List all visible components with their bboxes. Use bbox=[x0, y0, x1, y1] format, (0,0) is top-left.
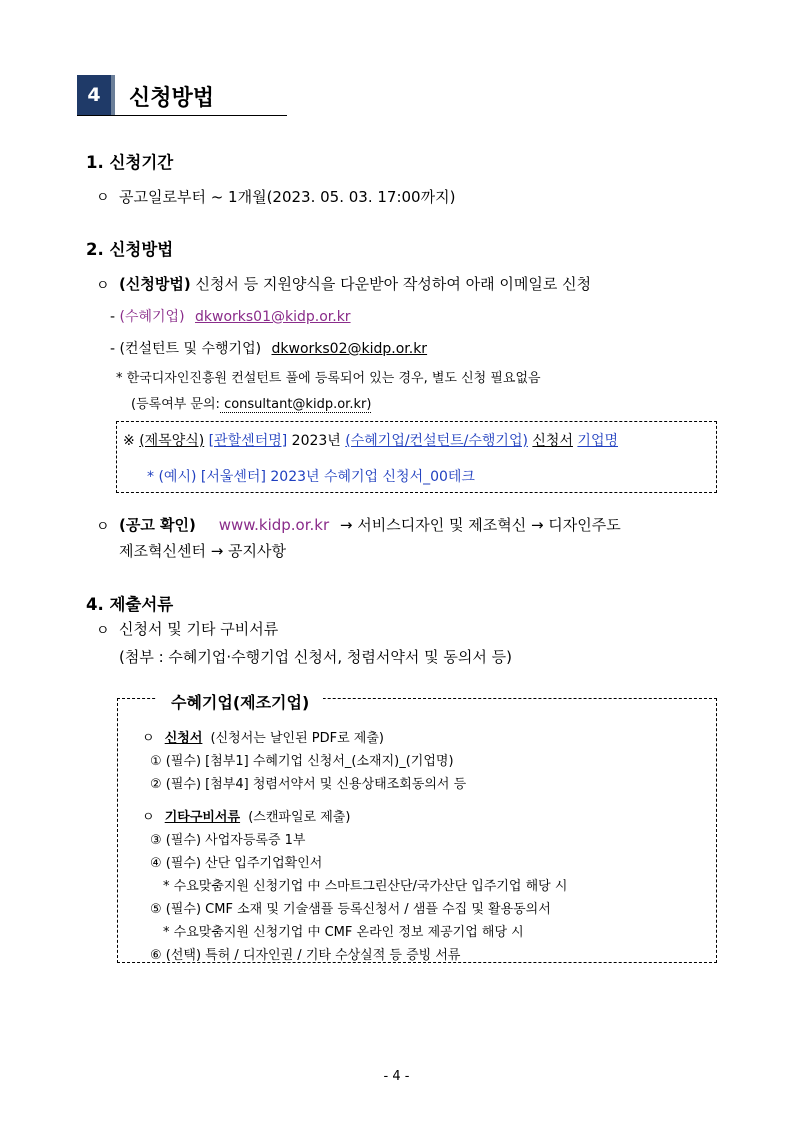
example-label: (예시) bbox=[158, 469, 197, 485]
section-heading bbox=[77, 75, 287, 116]
title-example-line bbox=[147, 466, 475, 486]
consultant-pool-note: * 한국디자인진흥원 컨설턴트 풀에 등록되어 있는 경우, 별도 신청 필요없음 bbox=[116, 371, 541, 386]
example-center: [서울센터] bbox=[200, 469, 266, 485]
registration-inquiry-note bbox=[131, 393, 371, 412]
document-item: ① (필수) [첨부1] 수혜기업 신청서_(소재지)_(기업명) bbox=[150, 754, 454, 769]
section-title: 신청방법 bbox=[129, 86, 215, 111]
title-format-line bbox=[123, 430, 618, 450]
section-number-badge: 4 bbox=[77, 75, 115, 115]
notice-path-cont: 제조혁신센터 → 공지사항 bbox=[119, 542, 287, 560]
other-documents-title: 기타구비서류 bbox=[164, 810, 241, 825]
submission-line: 신청서 및 기타 구비서류 bbox=[119, 620, 279, 638]
document-item: ③ (필수) 사업자등록증 1부 bbox=[150, 833, 306, 848]
consultant-email-link[interactable]: dkworks02@kidp.or.kr bbox=[271, 341, 428, 357]
method-line bbox=[119, 273, 591, 294]
documents-box-title: 수혜기업(제조기업) bbox=[157, 690, 323, 713]
other-documents-note: (스캔파일로 제출) bbox=[248, 810, 351, 825]
inquiry-email[interactable]: consultant@kidp.or.kr) bbox=[219, 397, 372, 412]
application-form-note: (신청서는 날인된 PDF로 제출) bbox=[210, 731, 384, 746]
group-other-documents bbox=[142, 806, 350, 825]
method-text: 신청서 등 지원양식을 다운받아 작성하여 아래 이메일로 신청 bbox=[195, 275, 592, 293]
heading-application-period: 1. 신청기간 bbox=[86, 153, 174, 172]
method-label: (신청방법) bbox=[119, 275, 191, 293]
period-text: 공고일로부터 ~ 1개월(2023. 05. 03. 17:00까지) bbox=[119, 188, 456, 206]
dash-prefix: - bbox=[110, 309, 116, 325]
title-format-company: 기업명 bbox=[577, 433, 618, 449]
title-format-year: 2023년 bbox=[291, 433, 341, 449]
beneficiary-email-link[interactable]: dkworks01@kidp.or.kr bbox=[195, 309, 351, 325]
example-star: * bbox=[147, 469, 154, 485]
inquiry-prefix: (등록여부 문의: bbox=[131, 397, 220, 412]
title-format-doc: 신청서 bbox=[532, 433, 573, 449]
document-note: * 수요맞춤지원 신청기업 中 CMF 온라인 정보 제공기업 해당 시 bbox=[163, 925, 524, 940]
document-note: * 수요맞춤지원 신청기업 中 스마트그린산단/국가산단 입주기업 해당 시 bbox=[163, 879, 568, 894]
bullet-icon: ㅇ bbox=[96, 190, 110, 206]
consultant-email-line bbox=[110, 338, 427, 358]
document-item: ② (필수) [첨부4] 청렴서약서 및 신용상태조회동의서 등 bbox=[150, 777, 467, 792]
consultant-label: (컨설턴트 및 수행기업) bbox=[119, 341, 262, 357]
beneficiary-email-line bbox=[110, 306, 351, 326]
bullet-icon: ㅇ bbox=[142, 731, 155, 746]
dash-prefix: - bbox=[110, 341, 116, 357]
application-form-title: 신청서 bbox=[164, 731, 203, 746]
bullet-icon: ㅇ bbox=[142, 810, 155, 825]
notice-path: → 서비스디자인 및 제조혁신 → 디자인주도 bbox=[339, 516, 621, 534]
bullet-icon: ㅇ bbox=[96, 623, 110, 639]
example-rest: 2023년 수혜기업 신청서_00테크 bbox=[270, 469, 475, 485]
notice-check-label: (공고 확인) bbox=[119, 516, 196, 534]
beneficiary-label: (수혜기업) bbox=[119, 309, 185, 325]
title-format-type: (수혜기업/컨설턴트/수행기업) bbox=[345, 433, 528, 449]
document-item: ⑥ (선택) 특허 / 디자인권 / 기타 수상실적 등 증빙 서류 bbox=[150, 948, 461, 963]
attachment-line: (첨부 : 수혜기업·수행기업 신청서, 청렴서약서 및 동의서 등) bbox=[119, 648, 512, 666]
document-item: ④ (필수) 산단 입주기업확인서 bbox=[150, 856, 323, 871]
page-number: - 4 - bbox=[383, 1069, 410, 1084]
bullet-icon: ㅇ bbox=[96, 519, 110, 535]
kidp-website-link[interactable]: www.kidp.or.kr bbox=[218, 516, 330, 534]
group-application-form bbox=[142, 727, 384, 746]
heading-application-method: 2. 신청방법 bbox=[86, 240, 174, 259]
document-item: ⑤ (필수) CMF 소재 및 기술샘플 등록신청서 / 샘플 수집 및 활용동의서 bbox=[150, 902, 551, 917]
notice-check-line bbox=[119, 514, 621, 535]
title-format-label: (제목양식) bbox=[139, 433, 205, 449]
heading-submission-docs: 4. 제출서류 bbox=[86, 595, 174, 614]
reference-mark: ※ bbox=[123, 433, 135, 449]
bullet-icon: ㅇ bbox=[96, 278, 110, 294]
title-format-center: [관할센터명] bbox=[208, 433, 288, 449]
